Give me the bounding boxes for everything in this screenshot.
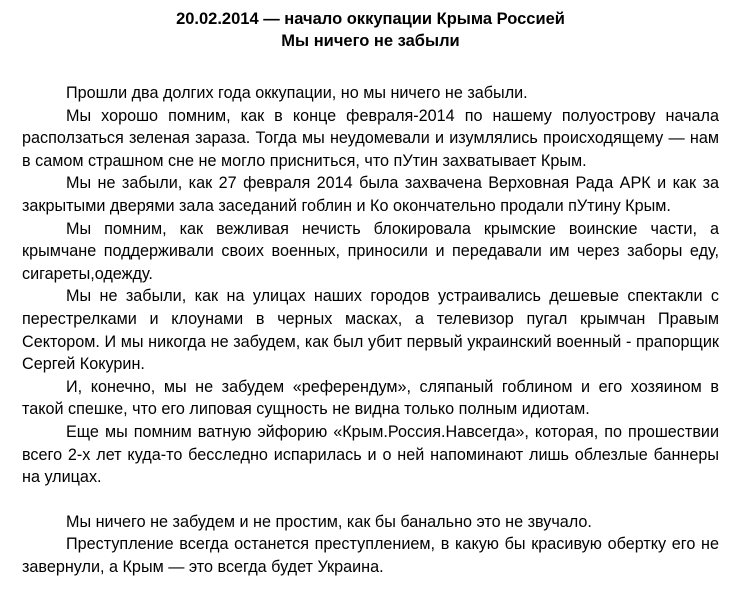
document-body bbox=[22, 82, 719, 578]
paragraph: Прошли два долгих года оккупации, но мы ничего не забыли. bbox=[66, 84, 528, 102]
document-title: 20.02.2014 — начало оккупации Крыма Россией bbox=[176, 10, 565, 28]
paragraph-spacer bbox=[22, 489, 719, 511]
paragraph: Мы не забыли, как на улицах наших городов устраивались дешевые спектакли с перестрелками и клоунами в черных масках, а телевизор пугал крымчан Правым Сектором. И мы никогда не забудем, как был убит первый украинский военный - прапорщик Сергей Кокурин. bbox=[22, 287, 719, 374]
paragraph: Преступление всегда останется преступлением, в какую бы красивую обертку его не завернули, а Крым — это всегда будет Украина. bbox=[22, 535, 719, 576]
title-block bbox=[22, 8, 719, 52]
paragraph: И, конечно, мы не забудем «референдум», сляпаный гоблином и его хозяином в такой спешке, что его липовая сущность не видна только полным идиотам. bbox=[22, 377, 719, 419]
document-subtitle: Мы ничего не забыли bbox=[281, 32, 460, 50]
paragraph: Мы не забыли, как 27 февраля 2014 была захвачена Верховная Рада АРК и как за закрытыми дверями зала заседаний гоблин и Ко окончательно продали пУтину Крым. bbox=[22, 174, 719, 215]
paragraph: Мы помним, как вежливая нечисть блокировала крымские воинские части, а крымчане поддерживали своих военных, приносили и передавали им через заборы еду, сигареты,одежду. bbox=[22, 219, 719, 283]
paragraph: Еще мы помним ватную эйфорию «Крым.Россия.Навсегда», которая, по прошествии всего 2-х лет куда-то бесследно испарилась и о ней напоминают лишь облезлые баннеры на улицах. bbox=[22, 422, 719, 487]
paragraph: Мы ничего не забудем и не простим, как бы банально это не звучало. bbox=[66, 512, 592, 531]
paragraph: Мы хорошо помним, как в конце февраля-2014 по нашему полуострову начала расползаться зеленая зараза. Тогда мы неудомевали и изумлялись происходящему — нам в самом страшном сне не могло присниться, что пУтин захватывает Крым. bbox=[22, 106, 719, 170]
